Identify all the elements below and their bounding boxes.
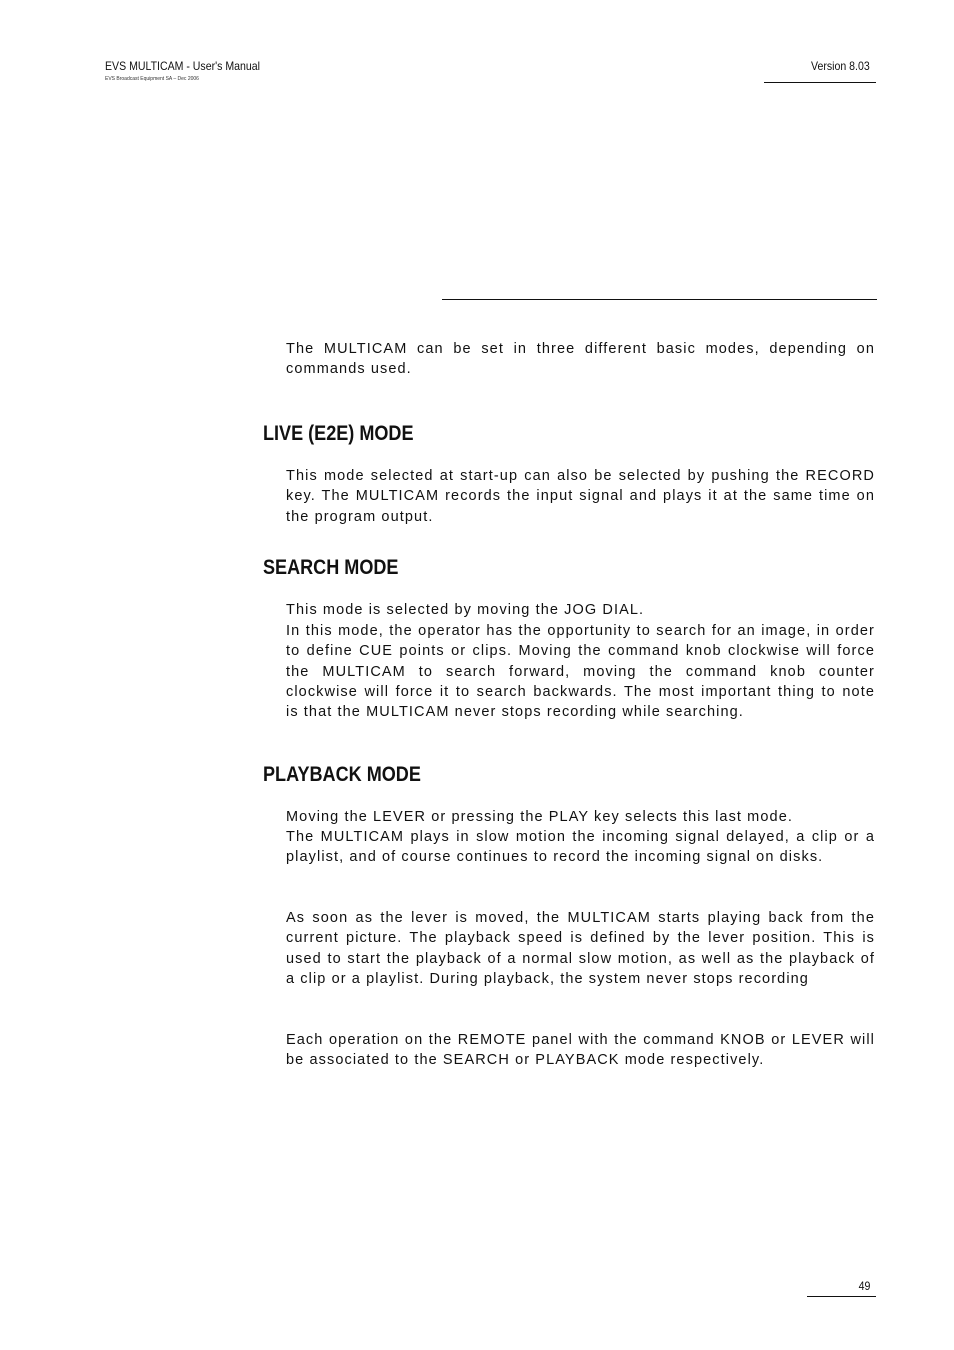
intro-paragraph: The MULTICAM can be set in three different basic modes, depending on commands used. <box>286 341 875 378</box>
publisher-line: EVS Broadcast Equipment SA – Dec 2006 <box>105 76 199 82</box>
live-mode-paragraph: This mode selected at start-up can also be selected by pushing the RECORD key. The MULTICAM records the input signal and plays it at the same time on the program output. <box>286 468 875 525</box>
page-number: 49 <box>858 1279 870 1293</box>
playback-mode-paragraph-2: The MULTICAM plays in slow motion the incoming signal delayed, a clip or a playlist, and of course continues to record the incoming signal on disks. <box>286 829 875 866</box>
playback-mode-heading: PLAYBACK MODE <box>263 763 421 786</box>
search-mode-paragraph-1: This mode is selected by moving the JOG DIAL. <box>286 602 645 618</box>
playback-mode-paragraph-3: As soon as the lever is moved, the MULTICAM starts playing back from the current picture. The playback speed is defined by the lever position. This is used to start the playback of a normal slow motion, as well as the playback of a clip or a playlist. During playback, the system never stops recording <box>286 910 875 987</box>
playback-mode-paragraph-4: Each operation on the REMOTE panel with the command KNOB or LEVER will be associated to the SEARCH or PLAYBACK mode respectively. <box>286 1032 875 1069</box>
live-mode-heading: LIVE (E2E) MODE <box>263 422 414 445</box>
manual-title: EVS MULTICAM - User's Manual <box>105 59 260 73</box>
search-mode-heading: SEARCH MODE <box>263 556 399 579</box>
header-divider <box>764 82 876 83</box>
footer-divider <box>807 1296 876 1297</box>
page-header <box>105 59 281 82</box>
playback-mode-paragraph-1: Moving the LEVER or pressing the PLAY key selects this last mode. <box>286 809 793 825</box>
chapter-divider <box>442 299 877 300</box>
version-label: Version 8.03 <box>811 59 870 73</box>
search-mode-paragraph-2: In this mode, the operator has the opportunity to search for an image, in order to define CUE points or clips. Moving the command knob clockwise will force the MULTICAM to search forward, moving the command knob counter clockwise will force it to search backwards. The most important thing to note is that the MULTICAM never stops recording while searching. <box>286 623 875 721</box>
